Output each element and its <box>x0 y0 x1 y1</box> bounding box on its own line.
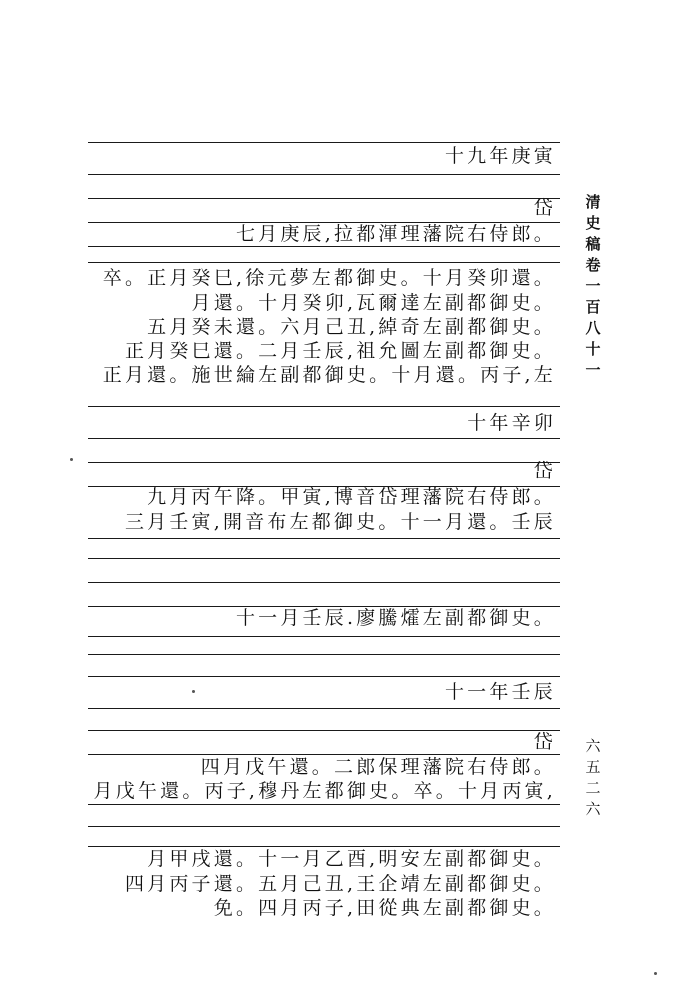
table-row: 正月癸巳還。二月壬辰,祖允圖左副都御史。 <box>124 340 556 362</box>
table-row: 卒。正月癸巳,徐元夢左都御史。十月癸卯還。 <box>102 267 556 289</box>
table-row: 正月還。施世綸左副都御史。十月還。丙子,左 <box>102 364 556 386</box>
table-row: 免。四月丙子,田從典左副都御史。 <box>213 897 556 919</box>
table-row: 九月丙午降。甲寅,博音岱理藩院右侍郎。 <box>147 486 556 508</box>
table-rule <box>88 142 560 143</box>
table-rule <box>88 558 560 559</box>
table-row: 十一年壬辰 <box>444 681 556 703</box>
table-rule <box>88 174 560 175</box>
scan-speck <box>70 458 73 461</box>
table-rule <box>88 438 560 439</box>
table-row: 岱 <box>533 197 556 219</box>
table-row: 十九年庚寅 <box>444 145 556 167</box>
margin-page-number: 六 五 二 六 <box>585 737 601 818</box>
table-row: 岱 <box>533 460 556 482</box>
table-row: 十年辛卯 <box>467 412 556 434</box>
scan-speck <box>654 972 657 975</box>
table-row: 月甲戌還。十一月乙酉,明安左副都御史。 <box>147 848 556 870</box>
table-rule <box>88 676 560 677</box>
table-rule <box>88 826 560 827</box>
table-rule <box>88 246 560 247</box>
table-row: 四月戊午還。二郎保理藩院右侍郎。 <box>200 756 556 778</box>
margin-chapter-title: 清 史 稿 卷 一 百 八 十 一 <box>585 193 601 379</box>
table-rule <box>88 582 560 583</box>
table-row: 五月癸未還。六月己丑,綽奇左副都御史。 <box>147 316 556 338</box>
table-row: 月還。十月癸卯,瓦爾達左副都御史。 <box>191 292 556 314</box>
table-rule <box>88 804 560 805</box>
table-rule <box>88 262 560 263</box>
table-rule <box>88 708 560 709</box>
table-row: 岱 <box>533 731 556 753</box>
table-row: 十一月壬辰.廖騰㸌左副都御史。 <box>235 607 556 629</box>
table-row: 月戊午還。丙子,穆丹左都御史。卒。十月丙寅, <box>93 780 556 802</box>
table-row: 四月丙子還。五月己丑,王企靖左副都御史。 <box>124 873 556 895</box>
table-rule <box>88 406 560 407</box>
table-row: 七月庚辰,拉都渾理藩院右侍郎。 <box>235 223 556 245</box>
scan-speck <box>192 690 195 693</box>
table-row: 三月壬寅,開音布左都御史。十一月還。壬辰 <box>124 511 556 533</box>
table-rule <box>88 538 560 539</box>
table-rule <box>88 636 560 637</box>
table-rule <box>88 654 560 655</box>
